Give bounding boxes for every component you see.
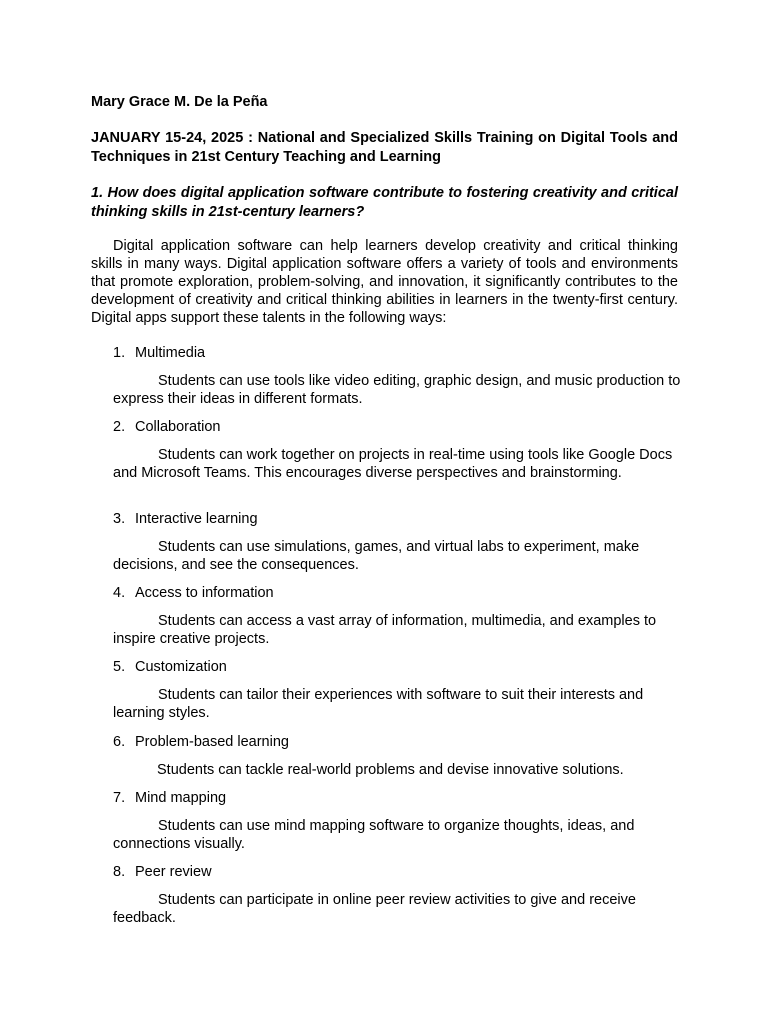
question-heading: 1. How does digital application software contribute to fostering creativity and critical thinking skills in 21st-century learners? xyxy=(91,185,678,220)
list-item-number: 3. xyxy=(113,511,126,527)
list-item-title: Interactive learning xyxy=(135,511,258,527)
list-item-number: 6. xyxy=(113,734,126,750)
list-item-number: 8. xyxy=(113,864,126,880)
list-item-number: 1. xyxy=(113,345,126,361)
list-item-title: Access to information xyxy=(135,585,274,601)
list-item-number: 5. xyxy=(113,659,126,675)
list-item-title: Problem-based learning xyxy=(135,734,289,750)
list-item-description: Students can tailor their experiences with software to suit their interests and learning styles. xyxy=(113,687,644,721)
list-item-description: Students can work together on projects in real-time using tools like Google Docs and Microsoft Teams. This encourages diverse perspectives and brainstorming. xyxy=(113,447,673,481)
list-item-description: Students can use mind mapping software to organize thoughts, ideas, and connections visually. xyxy=(113,818,635,852)
author-name: Mary Grace M. De la Peña xyxy=(91,94,268,110)
list-item-title: Mind mapping xyxy=(135,790,227,806)
list-item-number: 2. xyxy=(113,419,126,435)
list-item-title: Peer review xyxy=(135,864,212,880)
list-item-number: 7. xyxy=(113,790,126,806)
list-item-title: Collaboration xyxy=(135,419,221,435)
list-item-description: Students can use tools like video editing, graphic design, and music production to express their ideas in different formats. xyxy=(113,373,681,407)
training-title: JANUARY 15-24, 2025 : National and Specialized Skills Training on Digital Tools and Techniques in 21st Century Teaching and Learning xyxy=(91,130,678,165)
list-item-description: Students can tackle real-world problems and devise innovative solutions. xyxy=(157,762,624,778)
list-item-title: Multimedia xyxy=(135,345,206,361)
list-item-description: Students can use simulations, games, and virtual labs to experiment, make decisions, and see the consequences. xyxy=(113,539,640,573)
list-item-number: 4. xyxy=(113,585,126,601)
intro-paragraph: Digital application software can help learners develop creativity and critical thinking skills in many ways. Digital application software offers a variety of tools and environments that promote exploration, problem-solving, and innovation, it significantly contributes to the development of creativity and critical thinking abilities in learners in the twenty-first century. Digital apps support these talents in the following ways: xyxy=(91,238,678,326)
list-item-description: Students can participate in online peer review activities to give and receive feedback. xyxy=(113,892,636,926)
list-item-description: Students can access a vast array of information, multimedia, and examples to inspire creative projects. xyxy=(113,613,657,647)
list-item-title: Customization xyxy=(135,659,227,675)
